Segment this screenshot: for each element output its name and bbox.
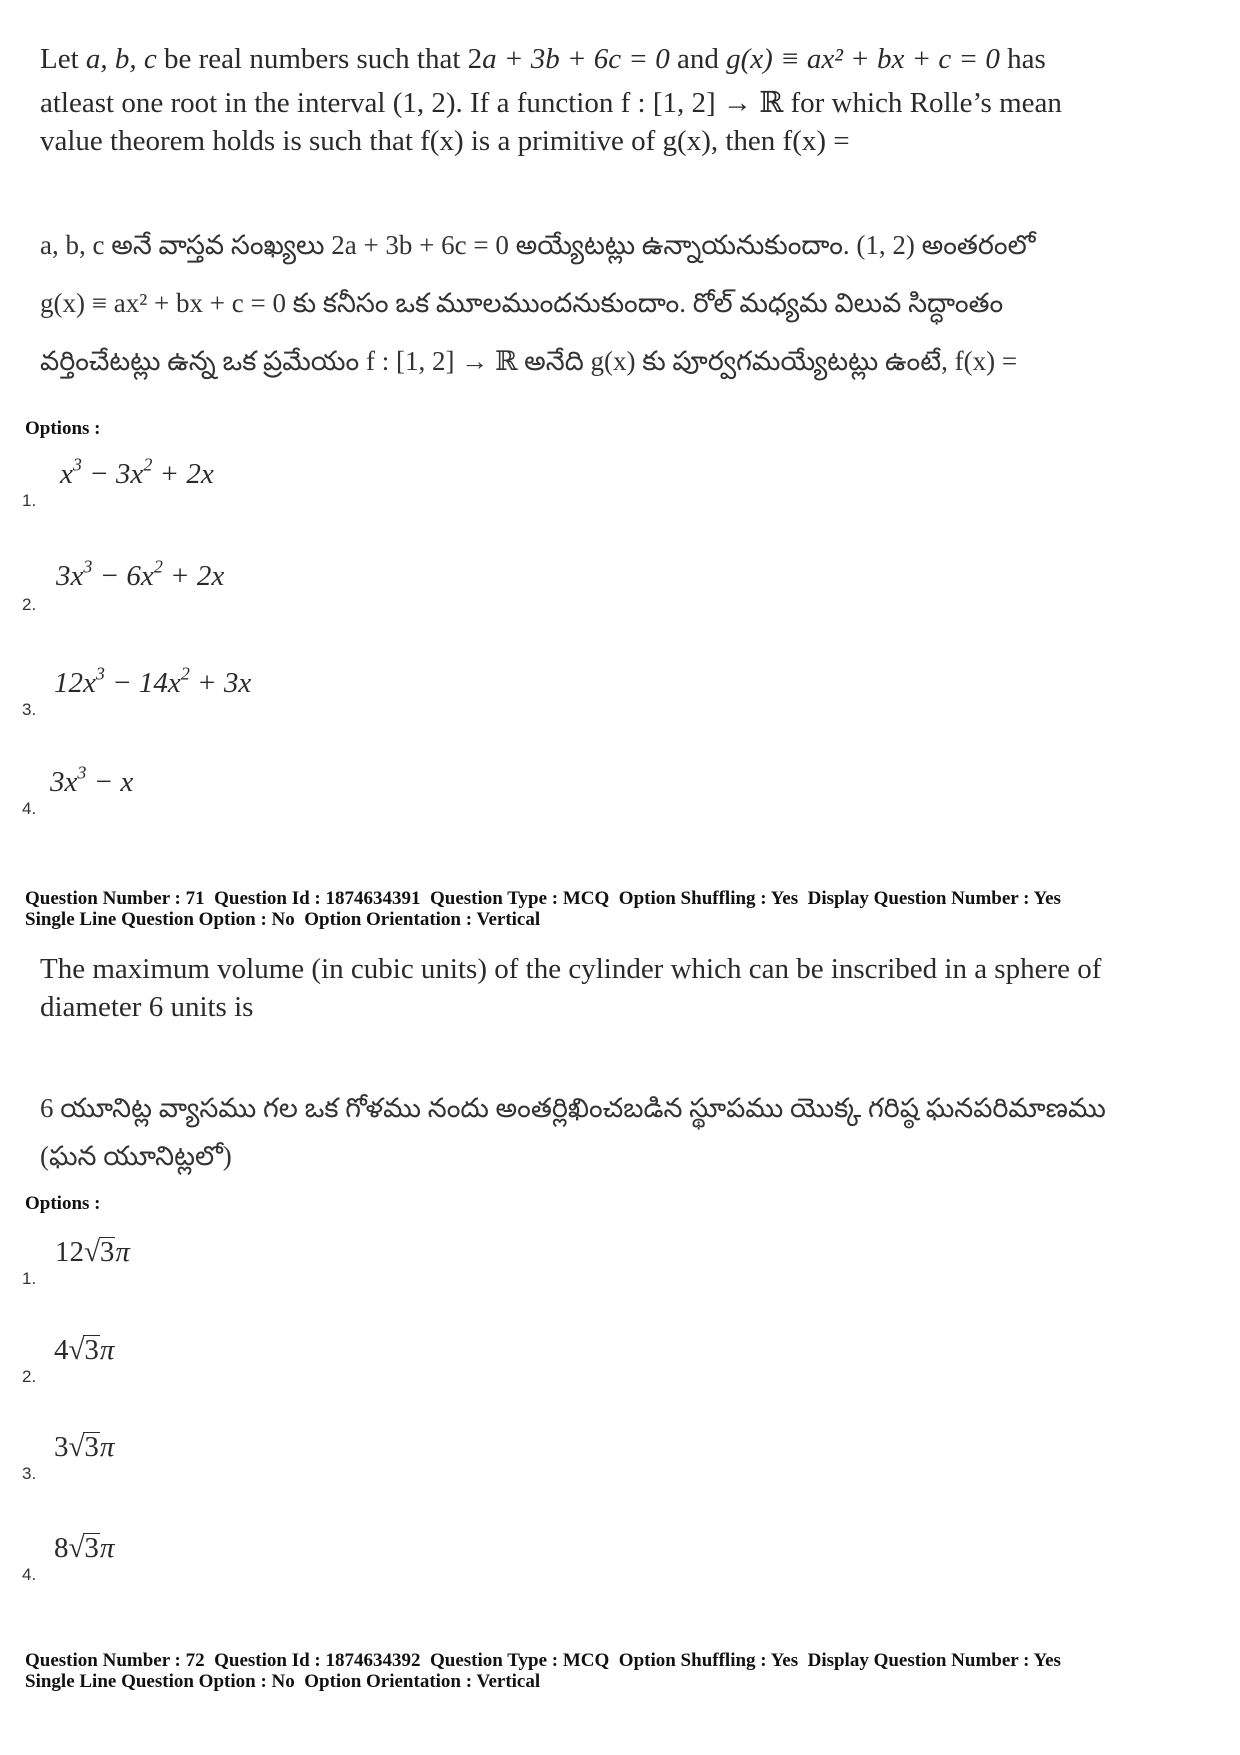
q70-option-4-number: 4.	[22, 799, 37, 818]
q71-option-4-coef: 8	[54, 1532, 69, 1564]
q71-option-4[interactable]	[22, 1532, 322, 1592]
q71-meta-line2: Single Line Question Option : No Option Orientation : Vertical	[25, 909, 541, 930]
q72-meta	[25, 1650, 1061, 1692]
q70-option-2-expr: $3x^3 - 6x^2 + 2x$	[56, 556, 225, 592]
q70-en-eq: a + 3b + 6c = 0	[482, 43, 670, 75]
q70-te-line2: g(x) ≡ ax² + bx + c = 0 కు కనీసం ఒక మూలముందనుకుందాం. రోల్ మధ్యమ విలువ సిద్ధాంతం	[40, 288, 1004, 318]
q70-en-gdef: g(x) ≡ ax² + bx + c = 0	[726, 43, 1000, 75]
q70-option-2-number: 2.	[22, 595, 37, 614]
q71-en-line2: diameter 6 units is	[40, 991, 254, 1023]
q70-option-3-expr: $12x^3 - 14x^2 + 3x$	[54, 663, 252, 699]
q71-meta	[25, 888, 1061, 930]
radical-sign-icon: √	[68, 1334, 85, 1366]
q70-option-1-number: 1.	[22, 491, 37, 510]
q70-option-1-expr: $x^3 - 3x^2 + 2x$	[60, 454, 214, 490]
q71-option-3-coef: 3	[54, 1431, 69, 1463]
q71-option-2-radicand: 3	[84, 1334, 99, 1366]
q70-options-label: Options :	[25, 418, 101, 439]
q70-en-vars: a, b, c	[85, 43, 157, 75]
q71-option-1-pi: π	[115, 1236, 130, 1268]
q70-te-line1: a, b, c అనే వాస్తవ సంఖ్యలు 2a + 3b + 6c = 0 అయ్యేటట్లు ఉన్నాయనుకుందాం. (1, 2) అంతరంలో	[40, 230, 1036, 260]
q71-option-2-number: 2.	[22, 1367, 37, 1386]
q71-english-text	[40, 950, 1200, 1026]
q71-en-line1: The maximum volume (in cubic units) of the cylinder which can be inscribed in a sphere of	[40, 953, 1102, 985]
q71-option-3-expr	[54, 1431, 114, 1464]
q72-meta-line2: Single Line Question Option : No Option Orientation : Vertical	[25, 1671, 541, 1692]
q71-option-4-radicand: 3	[84, 1532, 99, 1564]
radical-sign-icon: √	[68, 1532, 85, 1564]
radical-sign-icon: √	[84, 1236, 100, 1268]
q70-en-let: Let	[40, 43, 86, 75]
q70-option-2[interactable]	[22, 556, 422, 620]
q71-option-2-expr	[54, 1334, 114, 1367]
q70-en-line2: atleast one root in the interval (1, 2). If a function f : [1, 2] → ℝ for which Rolle’s mean	[40, 87, 1062, 119]
q72-meta-line1: Question Number : 72 Question Id : 1874634392 Question Type : MCQ Option Shuffling : Yes Display Question Number : Yes	[25, 1650, 1061, 1671]
q71-option-2[interactable]	[22, 1334, 322, 1394]
q71-te-line2: (ఘన యూనిట్లలో)	[40, 1141, 232, 1171]
q71-option-4-expr	[54, 1532, 114, 1565]
q71-option-4-pi: π	[99, 1532, 115, 1564]
q70-en-and: and	[669, 43, 727, 75]
q71-option-4-number: 4.	[22, 1565, 37, 1584]
q70-option-3-number: 3.	[22, 700, 37, 719]
q70-te-line3: వర్తించేటట్లు ఉన్న ఒక ప్రమేయం f : [1, 2] → ℝ అనేది g(x) కు పూర్వగమయ్యేటట్లు ఉంటే, f(x) =	[40, 346, 1018, 376]
q70-telugu-text	[40, 218, 1210, 388]
q70-option-4-expr: $3x^3 - x$	[50, 762, 134, 798]
q71-option-3-number: 3.	[22, 1464, 37, 1483]
q71-telugu-text	[40, 1084, 1210, 1180]
q70-en-line1	[40, 40, 1200, 78]
q70-option-3[interactable]	[22, 663, 422, 727]
q71-option-3[interactable]	[22, 1431, 322, 1491]
q71-meta-line1: Question Number : 71 Question Id : 1874634391 Question Type : MCQ Option Shuffling : Yes Display Question Number : Yes	[25, 888, 1061, 909]
q71-te-line1: 6 యూనిట్ల వ్యాసము గల ఒక గోళము నందు అంతర్లిఖించబడిన స్థూపము యొక్క గరిష్ఠ ఘనపరిమాణము	[40, 1093, 1106, 1123]
q70-option-4[interactable]	[22, 762, 422, 826]
q71-option-1-radicand: 3	[99, 1236, 115, 1268]
radical-sign-icon: √	[68, 1431, 85, 1463]
q71-option-1[interactable]	[22, 1236, 322, 1296]
q71-option-3-radicand: 3	[84, 1431, 99, 1463]
q71-option-1-coef: 12	[55, 1236, 84, 1268]
q71-option-2-pi: π	[99, 1334, 115, 1366]
q70-option-1[interactable]	[22, 454, 422, 518]
q70-en-mid: be real numbers such that 2	[156, 43, 483, 75]
q70-en-line3: value theorem holds is such that f(x) is a primitive of g(x), then f(x) =	[40, 125, 850, 157]
q70-en-has: has	[999, 43, 1046, 75]
q71-option-1-expr	[55, 1236, 130, 1269]
q71-option-1-number: 1.	[22, 1269, 37, 1288]
q71-option-2-coef: 4	[54, 1334, 69, 1366]
q71-option-3-pi: π	[99, 1431, 115, 1463]
q70-english-text	[40, 40, 1200, 160]
q71-options-label: Options :	[25, 1193, 101, 1214]
